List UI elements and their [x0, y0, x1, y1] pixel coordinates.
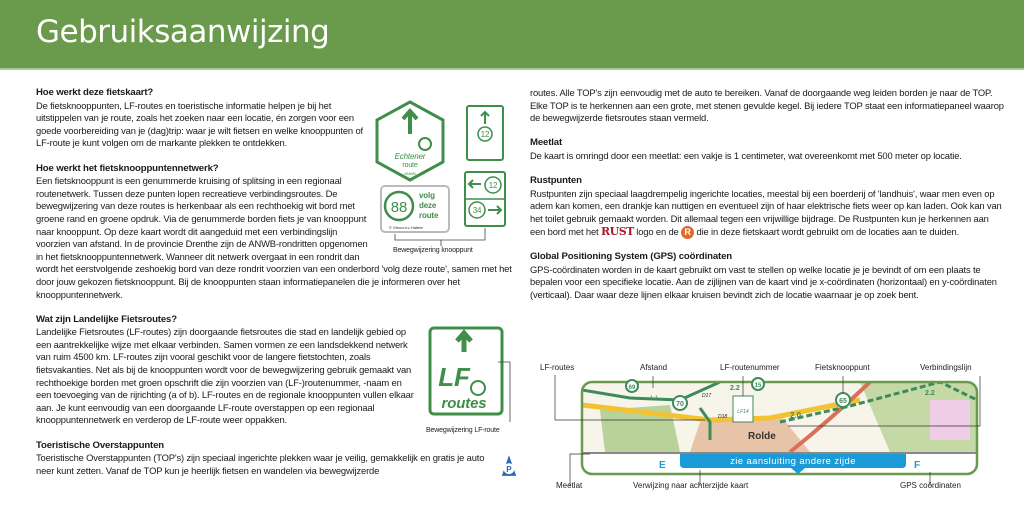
label-gps: GPS coördinaten — [900, 481, 961, 490]
svg-text:65: 65 — [839, 398, 847, 405]
banner-text: zie aansluiting andere zijde — [730, 456, 856, 467]
map-excerpt — [530, 360, 990, 500]
page-title: Gebruiksaanwijzing — [36, 14, 330, 50]
svg-text:route: route — [419, 210, 439, 220]
distance-label: 2.2 — [925, 390, 935, 397]
heading-fietskaart: Hoe werkt deze fietskaart? — [36, 87, 154, 98]
caption-knooppunt: Bewegwijzering knooppunt — [393, 246, 473, 254]
heading-netwerk: Hoe werkt het fietsknooppuntennetwerk? — [36, 162, 219, 174]
label-lf-routenummer: LF-routenummer — [720, 363, 780, 372]
body-rustpunten — [530, 188, 1006, 239]
heading-rustpunten: Rustpunten — [530, 175, 582, 187]
left-column — [36, 87, 520, 490]
heading-gps: Global Positioning System (GPS) coördinaten — [530, 251, 732, 263]
lf-sign-illustration — [420, 326, 520, 426]
map-node-70 — [673, 396, 687, 410]
hex-sign-name: Echtener — [394, 151, 426, 161]
body-netwerk: Een fietsknooppunt is een genummerde kruising of splitsing in een regionaal routenetwerk. Tussen deze punten lopen recreatieve verbindingsroutes. De bewegwijzering van deze routes is herkenbaar als een rechthoekig wit bord met groene rand en groene opdruk. Via de genummerde borden fiets je van knooppunt naar knooppunt. Op deze kaart wordt dit aangeduid met een verbindingslijn voorzien van afstand. In de provincie Drenthe zijn de ANWB-rondritten opgenomen in het fietsknooppuntennetwerk. Wanneer dit netwerk overgaat in een rondrit dan wordt het eerstvolgende zeshoekig bord van deze rondrit voorzien van een onderbord 'volg deze route', samen met het door jouw gekozen fietsknooppunt. Bij de knooppunten staan informatiepanelen die je informeren over het knooppuntennetwerk. — [36, 175, 512, 300]
svg-text:70: 70 — [676, 401, 684, 408]
body-fietskaart: De fietsknooppunten, LF-routes en toeristische informatie helpen je bij het uitstippelen van je route, zoals het zoeken naar een locatie, én zorgen voor een goede voorbereiding van je (dag)trip: waar je wilt fietsen en welke knooppunten of LF-route je kunt volgen om de markante plekken te ontdekken. — [36, 99, 363, 149]
distance-label: 2.0 — [790, 411, 802, 420]
label-lf-routes: LF-routes — [540, 363, 575, 372]
caption-lf: Bewegwijzering LF-route — [426, 427, 500, 435]
body-top-left: Toeristische Overstappunten (TOP's) zijn speciaal ingerichte plekken waar je veilig, gemakkelijk en gratis je auto neer kunt zetten. Vanaf de TOP kun je heerlijk fietsen en wandelen via bewegwijzerde — [36, 452, 485, 476]
top-parking-icon — [500, 454, 518, 478]
hex-sign-route: route — [402, 161, 418, 169]
body-top-right: routes. Alle TOP's zijn eenvoudig met de auto te bereiken. Vanaf de doorgaande weg leiden borden je naar de TOP. Elke TOP is te herkennen aan een grote, met stenen gevulde kegel. Bij iedere TOP staat een informatiepaneel waarop de bewegwijzerde fietsroutes staan vermeld. — [530, 87, 1004, 124]
body-lf: Landelijke Fietsroutes (LF-routes) zijn doorgaande fietsroutes die stad en landelijk gebied op een aantrekkelijke wijze met elkaar verbinden. Samen vormen ze een landsdekkend netwerk van ruim 4500 km. LF-routes zijn vooral geschikt voor de langere fietstochten, zoals fietsvakanties. Net als bij de knooppunten wordt voor de bewegwijzering gebruik gemaakt van rechthoekige borden met groen opschrift die zijn voorzien van (LF-)routenummer, -naam en een toevoeging van de rijrichting (a of b). LF-routes en de regionale knooppunten vullen elkaar aan. Je kunt eenvoudig van een doorgaande LF-route overstappen op een regionaal knooppuntennetwerk en verderop de LF-route weer oppakken. — [36, 326, 414, 426]
heading-meetlat: Meetlat — [530, 137, 563, 149]
svg-text:LF: LF — [438, 362, 470, 393]
node-number: 12 — [488, 180, 498, 190]
anwb-logo: ANWB — [404, 170, 416, 176]
node-number: 12 — [480, 129, 490, 139]
rustpunten-text-1: Rustpunten zijn speciaal laagdrempelig ingerichte locaties, meestal bij een boerderij of 'landhuis', waar men even op adem kan komen, een drankje kan nuttigen en eventueel zijn of haar elektrische fiets weer op kan laden. Ook kan van het toilet gebruik gemaakt worden. Dit allemaal tegen een vrijwillige bijdrage. De Rustpunten kun je herkennen aan een bord met het — [530, 187, 1002, 237]
map-node-65 — [836, 393, 850, 407]
svg-text:LF14: LF14 — [737, 409, 749, 415]
rustpunten-text-3: die in deze fietskaart wordt gebruikt om de locaties aan te duiden. — [696, 225, 960, 237]
svg-text:P: P — [506, 464, 512, 474]
heading-lf: Wat zijn Landelijke Fietsroutes? — [36, 313, 177, 325]
svg-text:69: 69 — [628, 385, 636, 391]
heading-top: Toeristische Overstappunten — [36, 439, 164, 451]
road-label: D17 — [702, 393, 712, 399]
map-node-69 — [626, 380, 638, 392]
column-f: F — [914, 460, 921, 471]
header-bar — [0, 0, 1024, 70]
body-gps: GPS-coördinaten worden in de kaart gebruikt om vast te stellen op welke locatie je je bevindt of om een plaats te bepalen voor een specifieke locatie. Aan de zijlijnen van de kaart vind je x-coördinaten (horizontaal) en y-coördinaten (verticaal). Daar waar deze lijnen elkaar kruisen bevindt zich de locatie waarnaar je op zoek bent. — [530, 263, 997, 300]
label-verwijzing: Verwijzing naar achterzijde kaart — [633, 481, 749, 490]
meetlat-bar — [582, 452, 977, 454]
lf-sign — [420, 326, 520, 438]
label-afstand: Afstand — [640, 363, 668, 372]
svg-text:routes: routes — [441, 395, 487, 413]
svg-text:volg: volg — [419, 190, 435, 200]
column-e: E — [659, 460, 666, 471]
label-meetlat: Meetlat — [556, 481, 583, 490]
road-label: D18 — [718, 414, 728, 420]
label-verbindingslijn: Verbindingslijn — [920, 363, 972, 372]
node-number: 88 — [390, 198, 408, 216]
map-lf-sign — [733, 396, 753, 422]
rustpunt-r-icon: R — [681, 226, 694, 239]
map-node-15 — [752, 378, 764, 390]
label-fietsknooppunt: Fietsknooppunt — [815, 363, 870, 372]
node-number: 34 — [472, 205, 482, 215]
map-place-rolde: Rolde — [748, 431, 776, 442]
knooppunt-signs — [375, 100, 520, 258]
knooppunt-signs-illustration — [375, 100, 520, 258]
credit-text: © Grinco b.v. Hattem — [389, 224, 424, 230]
map-legend-diagram — [530, 360, 990, 500]
svg-text:15: 15 — [754, 383, 762, 389]
rustpunten-text-2: logo en de — [636, 225, 679, 237]
svg-text:deze: deze — [419, 200, 437, 210]
right-column — [530, 87, 1006, 314]
rust-logo: RUST — [600, 224, 634, 238]
distance-label: 1.1 — [650, 396, 659, 402]
distance-label: 2.2 — [730, 385, 740, 392]
body-meetlat: De kaart is omringd door een meetlat: een vakje is 1 centimeter, wat overeenkomt met 500 meter op locatie. — [530, 149, 962, 161]
